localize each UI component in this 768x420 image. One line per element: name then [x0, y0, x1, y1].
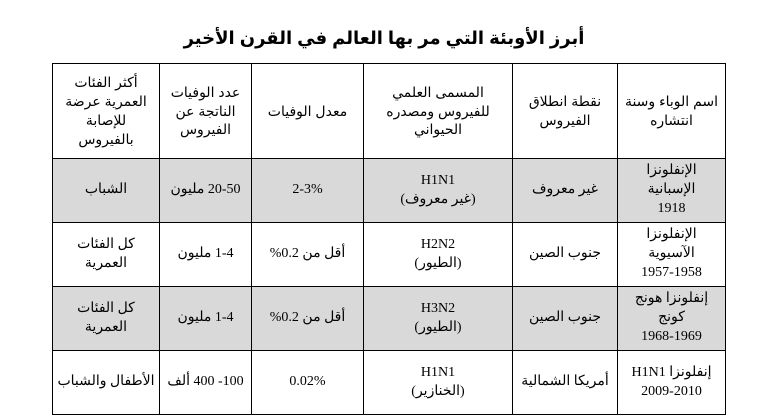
cell-origin: جنوب الصين [513, 287, 618, 351]
cell-epidemic-name: الإنفلونزا الآسيوية 1957-1958 [618, 223, 726, 287]
cell-age-groups: كل الفئات العمرية [53, 287, 160, 351]
cell-origin: غير معروف [513, 159, 618, 223]
header-death-count: عدد الوفيات الناتجة عن الفيروس [160, 64, 252, 159]
table-row [53, 159, 726, 223]
table-row [53, 351, 726, 415]
cell-death-count: 1-4 مليون [160, 223, 252, 287]
cell-epidemic-name: الإنفلونزا الإسبانية 1918 [618, 159, 726, 223]
cell-virus-source: H1N1 (الخنازير) [364, 351, 513, 415]
table-row [53, 223, 726, 287]
cell-origin: جنوب الصين [513, 223, 618, 287]
header-origin: نقطة انطلاق الفيروس [513, 64, 618, 159]
header-virus-source: المسمى العلمي للفيروس ومصدره الحيواني [364, 64, 513, 159]
header-death-rate: معدل الوفيات [252, 64, 364, 159]
cell-death-count: 100- 400 ألف [160, 351, 252, 415]
cell-origin: أمريكا الشمالية [513, 351, 618, 415]
header-age-groups: أكثر الفئات العمرية عرضة للإصابة بالفيروس [53, 64, 160, 159]
cell-death-rate: أقل من 0.2% [252, 223, 364, 287]
header-epidemic-name: اسم الوباء وسنة انتشاره [618, 64, 726, 159]
cell-age-groups: الشباب [53, 159, 160, 223]
cell-virus-source: H1N1 (غير معروف) [364, 159, 513, 223]
cell-epidemic-name: إنفلونزا H1N1 2009-2010 [618, 351, 726, 415]
cell-virus-source: H2N2 (الطيور) [364, 223, 513, 287]
document-title: أبرز الأوبئة التي مر بها العالم في القرن الأخير [183, 28, 585, 48]
cell-death-count: 1-4 مليون [160, 287, 252, 351]
table-row [53, 287, 726, 351]
cell-age-groups: كل الفئات العمرية [53, 223, 160, 287]
cell-death-rate: 2-3% [252, 159, 364, 223]
cell-death-rate: 0.02% [252, 351, 364, 415]
cell-death-rate: أقل من 0.2% [252, 287, 364, 351]
epidemics-table [52, 63, 726, 415]
cell-virus-source: H3N2 (الطيور) [364, 287, 513, 351]
cell-death-count: 20-50 مليون [160, 159, 252, 223]
cell-age-groups: الأطفال والشباب [53, 351, 160, 415]
table-header-row [53, 64, 726, 159]
cell-epidemic-name: إنفلونزا هونج كونج 1968-1969 [618, 287, 726, 351]
